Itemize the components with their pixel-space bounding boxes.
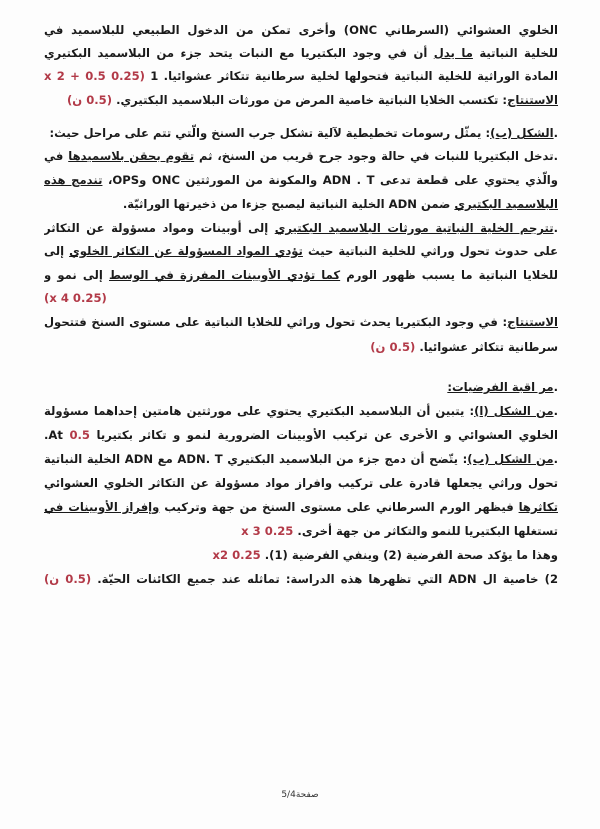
text-segment: للخلايا النباتية ما يسبب ظهور الورم xyxy=(340,268,558,282)
underlined-text: وإفراز الأوبينات في xyxy=(44,500,160,514)
text-segment: : يتبين أن البلاسميد البكتيري يحتوي على مورثتين هامتين إحداهما مسؤولة xyxy=(44,404,475,418)
text-segment: تحول وراثي يجعلها قادرة على تركيب وافراز مواد مسؤولة عن التكاثر الخلوي العشوائي xyxy=(44,476,558,490)
text-segment: إلى نمو و xyxy=(44,268,103,282)
text-segment: : يمثّل رسومات تخطيطية لآلية تشكل جرب السنخ والّتي تتم على مراحل حيث: xyxy=(49,126,491,140)
score-annotation: (0.5 ن) xyxy=(370,340,416,354)
underlined-text: من الشكل (ا) xyxy=(474,404,554,418)
text-line xyxy=(44,569,558,589)
text-segment: وهذا ما يؤكد صحة الفرضية (2) وينفي الفرضية (1). xyxy=(260,548,558,562)
text-segment: المادة الوراثية للخلية النباتية فتحولها لخلية سرطانية تتكاثر عشوائيا. 1 xyxy=(144,69,558,83)
text-line xyxy=(44,337,558,357)
score-annotation: 0.25 x 3 xyxy=(241,524,294,538)
score-annotation: (0.5 ن) xyxy=(44,572,92,586)
text-segment: . xyxy=(553,452,558,466)
text-line xyxy=(44,312,558,332)
text-line xyxy=(44,288,558,308)
text-line xyxy=(44,146,558,166)
text-segment: فيظهر الورم السرطاني على مستوى السنخ من جهة وتركيب xyxy=(159,500,519,514)
text-segment: على حدوث تحول وراثي للخلية النباتية حيث xyxy=(302,244,558,258)
text-segment: : يتّضح أن دمج جزء من البلاسميد البكتيري ADN. T مع ADN الخلية النباتية xyxy=(44,452,468,466)
underlined-text: تؤدي المواد المسؤولة عن التكاثر الخلوي xyxy=(69,244,303,258)
text-line xyxy=(44,20,558,40)
text-line xyxy=(44,449,558,469)
text-line xyxy=(44,194,558,214)
underlined-text: ما يدل xyxy=(433,46,473,60)
text-segment: إلى أوبينات ومواد مسؤولة عن التكاثر xyxy=(44,221,269,235)
text-segment: At. xyxy=(44,428,70,442)
underlined-text: من الشكل (ب) xyxy=(467,452,554,466)
underlined-text: كما تؤدي الأوبينات المفرزة في الوسط xyxy=(109,268,341,282)
text-segment: للخلية النباتية xyxy=(472,46,558,60)
text-segment: أن في وجود البكتيريا مع النبات يتحد جزء من البلاسميد البكتيري xyxy=(44,46,428,60)
text-line xyxy=(44,90,558,110)
underlined-text: تكاثرها xyxy=(518,500,558,514)
text-segment: سرطانية تتكاثر عشوائيا. xyxy=(415,340,558,354)
text-line xyxy=(44,170,558,190)
text-line xyxy=(44,241,558,261)
text-segment: . xyxy=(553,126,558,140)
text-segment: إلى xyxy=(44,244,65,258)
text-segment: : في وجود البكتيريا يحدث تحول وراثي للخلايا النباتية على مستوى السنخ فتتحول xyxy=(44,315,508,329)
text-segment: الخلوي العشوائي (السرطاني ONC) وأخرى تمكن من الدخول الطبيعي للبلاسميد في xyxy=(44,23,558,37)
underlined-text: الاستنتاج xyxy=(507,315,558,329)
text-segment: . xyxy=(553,404,558,418)
text-segment: والّذي يحتوي على قطعة تدعى ADN . T والمكونة من المورثتين ONC وOPS، xyxy=(102,173,558,187)
text-segment: 2) خاصية ال ADN التي تظهرها هذه الدراسة: تماثله عند جميع الكائنات الحيّة. xyxy=(91,572,558,586)
text-segment: تستغلها البكتيريا للنمو والتكاثر من جهة أخرى. xyxy=(293,524,558,538)
page-number: صفحة5/4 xyxy=(281,790,319,800)
text-line xyxy=(44,497,558,517)
score-annotation: 0.5 xyxy=(69,428,90,442)
text-line xyxy=(44,401,558,421)
text-line xyxy=(44,545,558,565)
text-segment: في xyxy=(44,149,64,163)
underlined-text: الاستنتاج xyxy=(507,93,558,107)
text-line xyxy=(44,377,558,397)
text-line xyxy=(44,521,558,541)
score-annotation: (0.5 ن) xyxy=(66,93,113,107)
text-line xyxy=(44,425,558,445)
text-line xyxy=(44,473,558,493)
underlined-text: تقوم بحقن بلاسميدها xyxy=(68,149,195,163)
underlined-text: تترجم الخلية النباتية مورثات البلاسميد البكتيري xyxy=(274,221,554,235)
score-annotation: (0.25 0.5 + 2 x xyxy=(44,69,145,83)
text-segment: .تدخل البكتيريا للنبات في حالة وجود جرح قريب من السنخ، ثم xyxy=(194,149,558,163)
text-line xyxy=(44,123,558,143)
text-segment: الخلوي العشوائي و الأخرى عن تركيب الأوبينات الضرورية لنمو و تكاثر بكتيريا xyxy=(90,428,558,442)
text-line xyxy=(44,66,558,86)
underlined-text: مر اقبة الفرضيات: xyxy=(447,380,554,394)
text-segment: ضمن ADN الخلية النباتية ليصبح جزءا من ذخيرتها الوراثيّة. xyxy=(122,197,455,211)
text-segment: . xyxy=(553,221,558,235)
underlined-text: البلاسميد البكتيري xyxy=(454,197,558,211)
text-line xyxy=(44,43,558,63)
underlined-text: الشكل (ب) xyxy=(490,126,554,140)
underlined-text: تندمج هذه xyxy=(44,173,103,187)
text-segment: . xyxy=(553,380,558,394)
text-line xyxy=(44,218,558,238)
text-segment: : تكتسب الخلايا النباتية خاصية المرض من مورثات البلاسميد البكتيري. xyxy=(112,93,508,107)
score-annotation: 0.25 x2 xyxy=(212,548,261,562)
score-annotation: (x 4 0.25) xyxy=(44,291,107,305)
text-line xyxy=(44,265,558,285)
